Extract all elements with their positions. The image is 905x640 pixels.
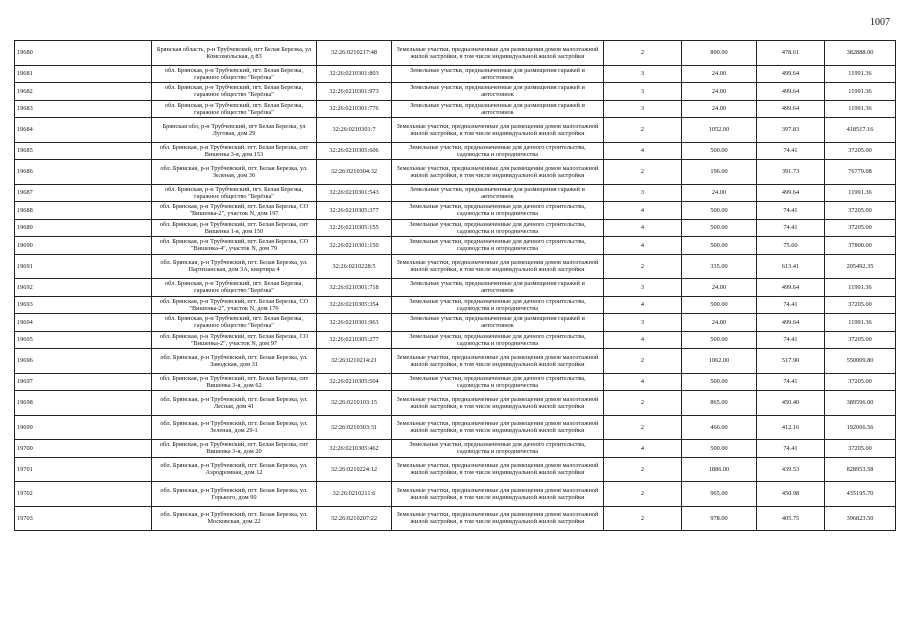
row-number-cell: 19690: [15, 237, 152, 255]
area-cell: 500.00: [682, 219, 757, 237]
area-cell: 1052.00: [682, 118, 757, 143]
cadastral-value-cell: 37205.00: [825, 219, 896, 237]
cadastral-value-cell: 11991.36: [825, 65, 896, 83]
specific-value-cell: 74.41: [757, 440, 825, 458]
row-number-cell: 19697: [15, 373, 152, 391]
address-cell: обл. Брянская, р-н Трубчевский, пгт. Белая Березка, снт Вишенка 1-я, дом 150: [152, 219, 317, 237]
specific-value-cell: 478.61: [757, 41, 825, 66]
address-cell: обл. Брянская, р-н Трубчевский, пгт. Белая Березка, ул. Московская, дом 22: [152, 506, 317, 531]
table-row: [15, 331, 896, 349]
group-code-cell: 2: [604, 41, 682, 66]
area-cell: 865.00: [682, 391, 757, 416]
permitted-use-cell: Земельные участки, предназначенные для размещения домов малоэтажной жилой застройки, в том числе индивидуальной жилой застройки: [392, 482, 604, 507]
row-number-cell: 19682: [15, 83, 152, 101]
address-cell: обл. Брянская, р-н Трубчевский, пгт. Белая Березка, ул. Зеленая, дом 36: [152, 160, 317, 185]
area-cell: 978.00: [682, 506, 757, 531]
area-cell: 500.00: [682, 237, 757, 255]
group-code-cell: 4: [604, 142, 682, 160]
cadastral-value-cell: 192066.56: [825, 415, 896, 440]
cadastral-number-cell: 32:26:0210211:6: [317, 482, 392, 507]
cadastral-number-cell: 32:26:0210214:21: [317, 349, 392, 374]
row-number-cell: 19685: [15, 142, 152, 160]
permitted-use-cell: Земельные участки, предназначенные для дачного строительства, садоводства и огородничества: [392, 142, 604, 160]
area-cell: 1062.00: [682, 349, 757, 374]
address-cell: обл. Брянская, р-н Трубчевский, пгт. Белая Березка, ул. Лесная, дом 41: [152, 391, 317, 416]
row-number-cell: 19684: [15, 118, 152, 143]
group-code-cell: 4: [604, 219, 682, 237]
table-row: [15, 314, 896, 332]
permitted-use-cell: Земельные участки, предназначенные для размещения домов малоэтажной жилой застройки, в том числе индивидуальной жилой застройки: [392, 160, 604, 185]
table-row: [15, 219, 896, 237]
cadastral-number-cell: 32:26:0210103:15: [317, 391, 392, 416]
area-cell: 24.00: [682, 314, 757, 332]
row-number-cell: 19694: [15, 314, 152, 332]
address-cell: обл. Брянская, р-н Трубчевский, пгт. Белая Березка, ул. Партизанская, дом 3А, квартира 4: [152, 254, 317, 279]
group-code-cell: 4: [604, 440, 682, 458]
address-cell: обл. Брянская, р-н Трубчевский, пгт. Белая Березка, ул. Аэродромная, дом 12: [152, 457, 317, 482]
address-cell: обл. Брянская, р-н Трубчевский, пгт. Белая Березка, гаражное общество "Берёзка": [152, 279, 317, 297]
group-code-cell: 4: [604, 373, 682, 391]
row-number-cell: 19693: [15, 296, 152, 314]
cadastral-number-cell: 32:26:0210301:963: [317, 314, 392, 332]
specific-value-cell: 499.64: [757, 314, 825, 332]
land-registry-table: [14, 40, 896, 531]
table-row: [15, 349, 896, 374]
cadastral-number-cell: 32:26:0210301:7: [317, 118, 392, 143]
area-cell: 335.00: [682, 254, 757, 279]
permitted-use-cell: Земельные участки, предназначенные для размещения домов малоэтажной жилой застройки, в том числе индивидуальной жилой застройки: [392, 41, 604, 66]
group-code-cell: 2: [604, 160, 682, 185]
cadastral-value-cell: 382888.00: [825, 41, 896, 66]
cadastral-value-cell: 205492.35: [825, 254, 896, 279]
area-cell: 196.00: [682, 160, 757, 185]
cadastral-value-cell: 435195.70: [825, 482, 896, 507]
cadastral-value-cell: 37205.00: [825, 296, 896, 314]
address-cell: обл. Брянская, р-н Трубчевский, пгт. Белая Березка, ул. Заводская, дом 31: [152, 349, 317, 374]
permitted-use-cell: Земельные участки, предназначенные для размещения гаражей и автостоянок: [392, 83, 604, 101]
row-number-cell: 19696: [15, 349, 152, 374]
cadastral-number-cell: 32:26:0210301:803: [317, 65, 392, 83]
permitted-use-cell: Земельные участки, предназначенные для размещения гаражей и автостоянок: [392, 100, 604, 118]
address-cell: обл. Брянская, р-н Трубчевский, пгт. Белая Березка, гаражное общество "Берёзка": [152, 83, 317, 101]
permitted-use-cell: Земельные участки, предназначенные для дачного строительства, садоводства и огородничества: [392, 202, 604, 220]
group-code-cell: 3: [604, 279, 682, 297]
area-cell: 24.00: [682, 65, 757, 83]
permitted-use-cell: Земельные участки, предназначенные для размещения домов малоэтажной жилой застройки, в том числе индивидуальной жилой застройки: [392, 415, 604, 440]
group-code-cell: 2: [604, 482, 682, 507]
address-cell: обл. Брянская, р-н Трубчевский, пгт. Белая Березка, СО "Вишенка-2", участок N, дом 97: [152, 331, 317, 349]
cadastral-number-cell: 32:26:0210228:5: [317, 254, 392, 279]
address-cell: обл. Брянская, р-н Трубчевский, пгт. Белая Березка, ул. Зеленая, дом 29-1: [152, 415, 317, 440]
table-row: [15, 506, 896, 531]
permitted-use-cell: Земельные участки, предназначенные для дачного строительства, садоводства и огородничества: [392, 331, 604, 349]
area-cell: 500.00: [682, 142, 757, 160]
area-cell: 500.00: [682, 331, 757, 349]
address-cell: обл. Брянская, р-н Трубчевский, пгт. Белая Березка, снт Вишенка 3-я, дом 20: [152, 440, 317, 458]
table-row: [15, 440, 896, 458]
specific-value-cell: 412.16: [757, 415, 825, 440]
table-row: [15, 202, 896, 220]
area-cell: 24.00: [682, 279, 757, 297]
row-number-cell: 19680: [15, 41, 152, 66]
permitted-use-cell: Земельные участки, предназначенные для размещения гаражей и автостоянок: [392, 314, 604, 332]
group-code-cell: 2: [604, 254, 682, 279]
permitted-use-cell: Земельные участки, предназначенные для размещения домов малоэтажной жилой застройки, в том числе индивидуальной жилой застройки: [392, 457, 604, 482]
address-cell: обл. Брянская, р-н Трубчевский, пгт. Белая Березка, СО "Вишенка-2", участок N, дом 176: [152, 296, 317, 314]
specific-value-cell: 75.60: [757, 237, 825, 255]
specific-value-cell: 450.98: [757, 482, 825, 507]
table-row: [15, 41, 896, 66]
row-number-cell: 19683: [15, 100, 152, 118]
table-row: [15, 160, 896, 185]
specific-value-cell: 74.41: [757, 142, 825, 160]
specific-value-cell: 499.64: [757, 65, 825, 83]
cadastral-number-cell: 32:26:0210301:776: [317, 100, 392, 118]
address-cell: обл. Брянская, р-н Трубчевский, пгт. Белая Березка, снт Вишенка 3-я, дом 153: [152, 142, 317, 160]
cadastral-number-cell: 32:26:0210301:718: [317, 279, 392, 297]
group-code-cell: 2: [604, 506, 682, 531]
cadastral-number-cell: 32:26:0210305:277: [317, 331, 392, 349]
area-cell: 24.00: [682, 184, 757, 202]
group-code-cell: 2: [604, 391, 682, 416]
table-row: [15, 184, 896, 202]
row-number-cell: 19703: [15, 506, 152, 531]
cadastral-number-cell: 32:26:0210305:504: [317, 373, 392, 391]
specific-value-cell: 405.75: [757, 506, 825, 531]
specific-value-cell: 499.64: [757, 279, 825, 297]
specific-value-cell: 74.41: [757, 202, 825, 220]
group-code-cell: 4: [604, 331, 682, 349]
table-row: [15, 457, 896, 482]
specific-value-cell: 499.64: [757, 83, 825, 101]
table-row: [15, 391, 896, 416]
cadastral-number-cell: 32:26:0210301:150: [317, 237, 392, 255]
cadastral-number-cell: 32:26:0210305:462: [317, 440, 392, 458]
area-cell: 500.00: [682, 440, 757, 458]
specific-value-cell: 613.41: [757, 254, 825, 279]
permitted-use-cell: Земельные участки, предназначенные для дачного строительства, садоводства и огородничества: [392, 237, 604, 255]
row-number-cell: 19700: [15, 440, 152, 458]
address-cell: обл. Брянская, р-н Трубчевский, пгт. Белая Березка, ул. Горького, дом 90: [152, 482, 317, 507]
group-code-cell: 4: [604, 296, 682, 314]
permitted-use-cell: Земельные участки, предназначенные для дачного строительства, садоводства и огородничества: [392, 373, 604, 391]
address-cell: обл. Брянская, р-н Трубчевский, пгт. Белая Березка, гаражное общество "Берёзка": [152, 100, 317, 118]
area-cell: 24.00: [682, 83, 757, 101]
group-code-cell: 4: [604, 202, 682, 220]
group-code-cell: 3: [604, 314, 682, 332]
permitted-use-cell: Земельные участки, предназначенные для размещения домов малоэтажной жилой застройки, в том числе индивидуальной жилой застройки: [392, 391, 604, 416]
group-code-cell: 3: [604, 184, 682, 202]
address-cell: обл. Брянская, р-н Трубчевский, пгт. Белая Березка, гаражное общество "Берёзка": [152, 184, 317, 202]
permitted-use-cell: Земельные участки, предназначенные для размещения домов малоэтажной жилой застройки, в том числе индивидуальной жилой застройки: [392, 506, 604, 531]
specific-value-cell: 397.83: [757, 118, 825, 143]
specific-value-cell: 499.64: [757, 100, 825, 118]
address-cell: обл. Брянская, р-н Трубчевский, пгт. Белая Березка, СО "Вишенка-4", участок N, дом 79: [152, 237, 317, 255]
cadastral-value-cell: 76779.08: [825, 160, 896, 185]
group-code-cell: 3: [604, 65, 682, 83]
specific-value-cell: 499.64: [757, 184, 825, 202]
permitted-use-cell: Земельные участки, предназначенные для размещения домов малоэтажной жилой застройки, в том числе индивидуальной жилой застройки: [392, 254, 604, 279]
permitted-use-cell: Земельные участки, предназначенные для дачного строительства, садоводства и огородничества: [392, 440, 604, 458]
row-number-cell: 19692: [15, 279, 152, 297]
cadastral-number-cell: 32:26:0210224:12: [317, 457, 392, 482]
permitted-use-cell: Земельные участки, предназначенные для размещения гаражей и автостоянок: [392, 184, 604, 202]
permitted-use-cell: Земельные участки, предназначенные для размещения домов малоэтажной жилой застройки, в том числе индивидуальной жилой застройки: [392, 118, 604, 143]
table-row: [15, 100, 896, 118]
area-cell: 500.00: [682, 373, 757, 391]
table-row: [15, 65, 896, 83]
group-code-cell: 2: [604, 118, 682, 143]
cadastral-value-cell: 37205.00: [825, 142, 896, 160]
cadastral-value-cell: 37205.00: [825, 202, 896, 220]
cadastral-value-cell: 550009.80: [825, 349, 896, 374]
address-cell: обл. Брянская, р-н Трубчевский, пгт. Белая Березка, снт Вишенка 3-я, дом 62: [152, 373, 317, 391]
cadastral-value-cell: 37205.00: [825, 373, 896, 391]
cadastral-value-cell: 11991.36: [825, 184, 896, 202]
row-number-cell: 19686: [15, 160, 152, 185]
address-cell: Брянская область, р-н Трубчевский, пгт Белая Березка, ул Комсомольская, д 83: [152, 41, 317, 66]
cadastral-number-cell: 32:26:0210305:606: [317, 142, 392, 160]
specific-value-cell: 439.53: [757, 457, 825, 482]
area-cell: 466.00: [682, 415, 757, 440]
permitted-use-cell: Земельные участки, предназначенные для дачного строительства, садоводства и огородничества: [392, 219, 604, 237]
area-cell: 1886.00: [682, 457, 757, 482]
table-row: [15, 118, 896, 143]
row-number-cell: 19695: [15, 331, 152, 349]
group-code-cell: 2: [604, 415, 682, 440]
specific-value-cell: 74.41: [757, 219, 825, 237]
permitted-use-cell: Земельные участки, предназначенные для размещения гаражей и автостоянок: [392, 279, 604, 297]
cadastral-value-cell: 11991.36: [825, 100, 896, 118]
row-number-cell: 19689: [15, 219, 152, 237]
table-row: [15, 373, 896, 391]
row-number-cell: 19699: [15, 415, 152, 440]
specific-value-cell: 450.40: [757, 391, 825, 416]
area-cell: 800.00: [682, 41, 757, 66]
permitted-use-cell: Земельные участки, предназначенные для размещения домов малоэтажной жилой застройки, в том числе индивидуальной жилой застройки: [392, 349, 604, 374]
cadastral-value-cell: 389596.00: [825, 391, 896, 416]
table-row: [15, 254, 896, 279]
permitted-use-cell: Земельные участки, предназначенные для дачного строительства, садоводства и огородничества: [392, 296, 604, 314]
row-number-cell: 19691: [15, 254, 152, 279]
table-row: [15, 415, 896, 440]
specific-value-cell: 74.41: [757, 296, 825, 314]
cadastral-value-cell: 11991.36: [825, 83, 896, 101]
address-cell: обл. Брянская, р-н Трубчевский, пгт. Белая Березка, гаражное общество "Берёзка": [152, 65, 317, 83]
row-number-cell: 19687: [15, 184, 152, 202]
row-number-cell: 19701: [15, 457, 152, 482]
cadastral-value-cell: 11991.36: [825, 279, 896, 297]
table-body: [15, 41, 896, 531]
group-code-cell: 2: [604, 349, 682, 374]
cadastral-value-cell: 37205.00: [825, 440, 896, 458]
address-cell: обл. Брянская, р-н Трубчевский, пгт. Белая Березка, гаражное общество "Берёзка": [152, 314, 317, 332]
specific-value-cell: 391.73: [757, 160, 825, 185]
area-cell: 500.00: [682, 296, 757, 314]
cadastral-number-cell: 32:26:0210305:377: [317, 202, 392, 220]
group-code-cell: 2: [604, 457, 682, 482]
address-cell: Брянская обл, р-н Трубчевский, пгт Белая Березка, ул Луговая, дом 29: [152, 118, 317, 143]
table-row: [15, 482, 896, 507]
cadastral-number-cell: 32:26:0210301:543: [317, 184, 392, 202]
group-code-cell: 3: [604, 83, 682, 101]
specific-value-cell: 74.41: [757, 373, 825, 391]
table-row: [15, 296, 896, 314]
permitted-use-cell: Земельные участки, предназначенные для размещения гаражей и автостоянок: [392, 65, 604, 83]
group-code-cell: 4: [604, 237, 682, 255]
cadastral-value-cell: 37205.00: [825, 331, 896, 349]
table-row: [15, 83, 896, 101]
page-number: 1007: [870, 17, 890, 28]
row-number-cell: 19698: [15, 391, 152, 416]
cadastral-value-cell: 37800.00: [825, 237, 896, 255]
cadastral-number-cell: 32:26:0210305:155: [317, 219, 392, 237]
cadastral-value-cell: 396823.50: [825, 506, 896, 531]
cadastral-number-cell: 32:26:0210305:354: [317, 296, 392, 314]
specific-value-cell: 517.90: [757, 349, 825, 374]
cadastral-number-cell: 32:26:0210304:32: [317, 160, 392, 185]
cadastral-value-cell: 418517.16: [825, 118, 896, 143]
cadastral-number-cell: 32:26:0210207:22: [317, 506, 392, 531]
row-number-cell: 19688: [15, 202, 152, 220]
table-row: [15, 142, 896, 160]
table-row: [15, 237, 896, 255]
area-cell: 24.00: [682, 100, 757, 118]
cadastral-value-cell: 11991.36: [825, 314, 896, 332]
area-cell: 500.00: [682, 202, 757, 220]
cadastral-number-cell: 32:26:0210217:48: [317, 41, 392, 66]
cadastral-number-cell: 32:26:0210303:31: [317, 415, 392, 440]
area-cell: 965.00: [682, 482, 757, 507]
table-row: [15, 279, 896, 297]
cadastral-number-cell: 32:26:0210301:973: [317, 83, 392, 101]
group-code-cell: 3: [604, 100, 682, 118]
row-number-cell: 19702: [15, 482, 152, 507]
cadastral-value-cell: 828953.58: [825, 457, 896, 482]
row-number-cell: 19681: [15, 65, 152, 83]
address-cell: обл. Брянская, р-н Трубчевский, пгт. Белая Березка, СО "Вишенка-2", участок N, дом 197: [152, 202, 317, 220]
specific-value-cell: 74.41: [757, 331, 825, 349]
